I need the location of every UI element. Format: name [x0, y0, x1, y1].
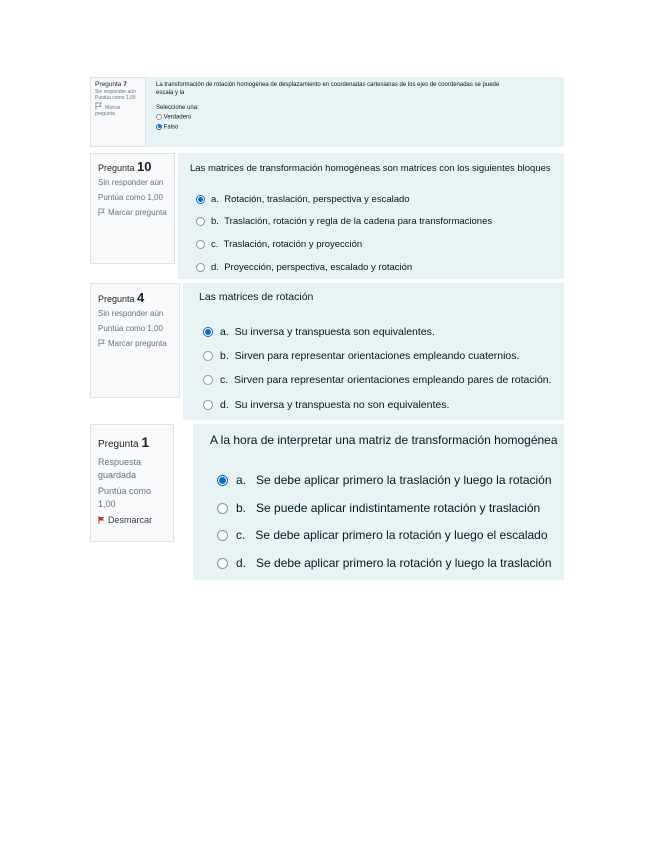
- question-prompt: La transformación de rotación homogénea de desplazamiento en coordenadas cartesianas de los ejes de coordenadas se puede: [156, 82, 500, 88]
- flag-icon: [98, 516, 105, 524]
- radio-button[interactable]: [196, 240, 205, 249]
- unflag-question-link[interactable]: [98, 514, 166, 527]
- question-status: Sin responder aún: [95, 89, 136, 96]
- question-prompt: A la hora de interpretar una matriz de transformación homogénea: [210, 433, 558, 447]
- option-letter: b.: [211, 216, 219, 227]
- flag-icon: [98, 208, 105, 216]
- question-status: Sin responder aún: [98, 178, 164, 188]
- question-status: Sin responder aún: [98, 309, 164, 319]
- answer-option-c[interactable]: [196, 239, 362, 250]
- option-text: Sirven para representar orientaciones empleando cuaternios.: [234, 350, 520, 362]
- radio-button[interactable]: [203, 375, 213, 385]
- option-text: Traslación, rotación y proyección: [223, 239, 363, 250]
- flag-question-link[interactable]: [98, 208, 167, 218]
- option-text: Falso: [163, 124, 179, 131]
- option-text: Su inversa y transpuesta son equivalentes.: [234, 326, 435, 338]
- option-letter: d.: [236, 556, 247, 570]
- flag-icon: [98, 339, 105, 347]
- option-letter: b.: [220, 350, 229, 362]
- option-letter: c.: [220, 374, 229, 386]
- question-score: Puntúa como 1,00: [95, 95, 136, 102]
- question-prompt-cont: escala y la: [156, 90, 185, 97]
- radio-button[interactable]: [203, 400, 213, 410]
- answer-option-b[interactable]: [196, 216, 492, 227]
- option-letter: d.: [220, 399, 229, 411]
- radio-button[interactable]: [196, 217, 205, 226]
- radio-button[interactable]: [196, 263, 205, 272]
- select-one-label: Seleccione una:: [156, 105, 199, 112]
- option-text: Se puede aplicar indistintamente rotación y traslación: [256, 501, 541, 515]
- question-status: Respuesta guardada: [98, 456, 142, 480]
- question-score: Puntúa como 1,00: [98, 485, 152, 509]
- question-label: Pregunta: [98, 163, 135, 173]
- answer-option-d[interactable]: [203, 399, 449, 411]
- question-prompt: Las matrices de rotación: [199, 291, 314, 303]
- radio-button[interactable]: [217, 558, 228, 569]
- answer-option-d[interactable]: [196, 262, 412, 273]
- option-text: Sirven para representar orientaciones empleando pares de rotación.: [234, 374, 552, 386]
- answer-option-false[interactable]: [156, 124, 554, 131]
- option-letter: c.: [211, 239, 219, 250]
- question-content: [178, 153, 564, 279]
- radio-button-selected[interactable]: [156, 124, 162, 130]
- question-label: Pregunta: [95, 81, 122, 88]
- option-text: Su inversa y transpuesta no son equivalentes.: [234, 399, 450, 411]
- option-text: Verdadero: [163, 114, 192, 121]
- question-content: [183, 283, 564, 420]
- radio-button[interactable]: [156, 114, 162, 120]
- flag-question-link[interactable]: [95, 102, 141, 118]
- option-letter: a.: [211, 194, 219, 205]
- radio-button[interactable]: [203, 351, 213, 361]
- question-number: 1: [141, 434, 150, 450]
- question-number: 7: [123, 81, 127, 88]
- option-text: Traslación, rotación y regla de la cadena para transformaciones: [224, 216, 493, 227]
- answer-option-d[interactable]: [217, 556, 552, 570]
- option-letter: b.: [236, 501, 247, 515]
- flag-label: Marcar pregunta: [108, 339, 167, 349]
- flag-icon: [95, 102, 102, 110]
- answer-option-b[interactable]: [217, 501, 540, 515]
- question-info: [90, 424, 174, 542]
- radio-button-selected[interactable]: [217, 475, 228, 486]
- option-text: Proyección, perspectiva, escalado y rotación: [224, 262, 413, 273]
- radio-button-selected[interactable]: [196, 195, 205, 204]
- radio-button[interactable]: [217, 503, 228, 514]
- option-text: Se debe aplicar primero la rotación y luego la traslación: [256, 556, 552, 570]
- question-info: [90, 153, 175, 264]
- flag-label: Desmarcar: [108, 514, 153, 525]
- question-score: Puntúa como 1,00: [98, 193, 163, 203]
- answer-option-c[interactable]: [203, 374, 552, 386]
- option-text: Se debe aplicar primero la rotación y luego el escalado: [255, 528, 548, 542]
- option-letter: c.: [236, 528, 246, 542]
- answer-option-a[interactable]: [217, 473, 552, 487]
- flag-label: Marcar pregunta: [108, 208, 167, 218]
- option-text: Se debe aplicar primero la traslación y luego la rotación: [256, 473, 552, 487]
- answer-option-a[interactable]: [203, 326, 435, 338]
- answer-option-true[interactable]: [156, 114, 554, 121]
- radio-button-selected[interactable]: [203, 327, 213, 337]
- flag-question-link[interactable]: [98, 339, 172, 349]
- flag-label: Marcar pregunta: [95, 104, 121, 117]
- answer-option-a[interactable]: [196, 194, 410, 205]
- option-letter: a.: [236, 473, 247, 487]
- question-content: [146, 77, 564, 147]
- question-number: 4: [137, 290, 145, 305]
- answer-option-b[interactable]: [203, 350, 519, 362]
- question-prompt: Las matrices de transformación homogéneas son matrices con los siguientes bloques: [190, 163, 551, 174]
- question-info: [90, 283, 180, 398]
- answer-option-c[interactable]: [217, 528, 548, 542]
- question-info: [90, 77, 146, 147]
- question-score: Puntúa como 1,00: [98, 324, 163, 334]
- question-label: Pregunta: [98, 294, 135, 304]
- option-letter: d.: [211, 262, 219, 273]
- radio-button[interactable]: [217, 530, 228, 541]
- question-label: Pregunta: [98, 439, 139, 450]
- option-letter: a.: [220, 326, 229, 338]
- question-content: [193, 424, 564, 580]
- question-number: 10: [137, 159, 152, 174]
- option-text: Rotación, traslación, perspectiva y escalado: [224, 194, 410, 205]
